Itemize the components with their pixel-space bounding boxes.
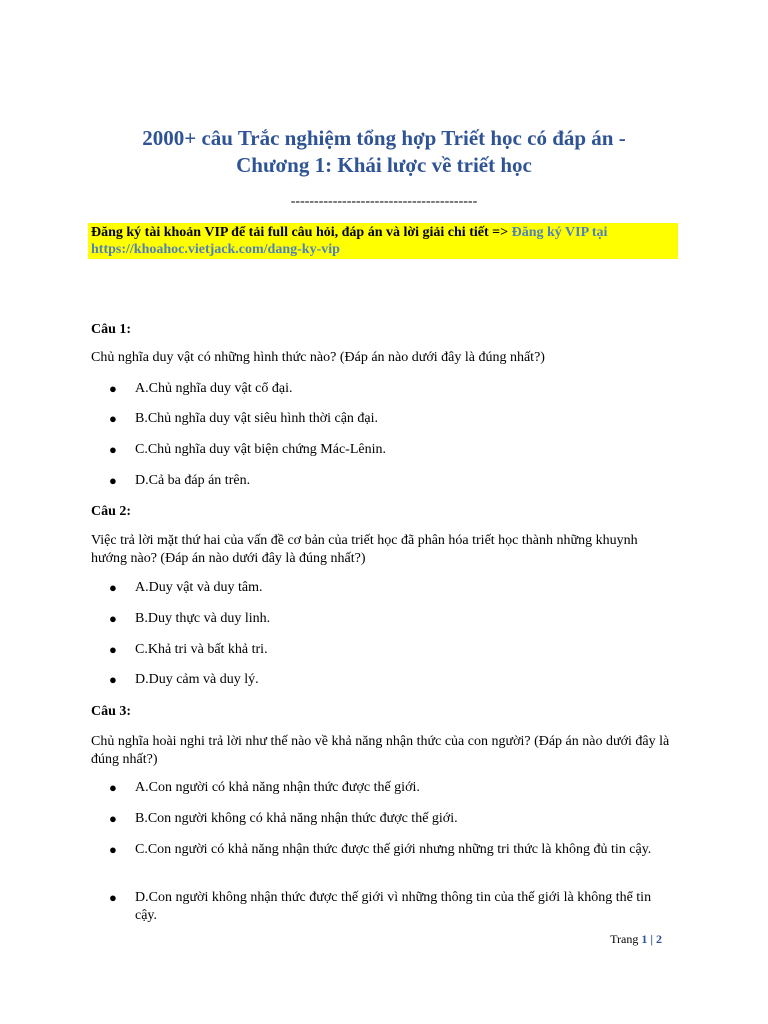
option-text: D.Con người không nhận thức được thế giới vì những thông tin của thế giới là không thể tin cậy.: [135, 890, 652, 923]
option-text: C.Chủ nghĩa duy vật biện chứng Mác-Lênin.: [135, 442, 386, 457]
footer-label: Trang: [610, 932, 639, 946]
vip-register-link[interactable]: Đăng ký VIP tại https://khoahoc.vietjack.com/dang-ky-vip: [91, 225, 608, 257]
bullet-icon: ●: [109, 890, 117, 905]
option-text: A.Duy vật và duy tâm.: [135, 580, 263, 595]
option-item: [109, 610, 674, 628]
option-text: C.Con người có khả năng nhận thức được thế giới nhưng những tri thức là không đủ tin cậy.: [135, 842, 652, 857]
question-text: Việc trả lời mặt thứ hai của vấn đề cơ bản của triết học đã phân hóa triết học thành những khuynh hướng nào? (Đáp án nào dưới đây là đúng nhất?): [91, 533, 638, 566]
option-text: B.Duy thực và duy linh.: [135, 611, 271, 626]
option-text: D.Cả ba đáp án trên.: [135, 473, 251, 488]
document-title: [90, 125, 678, 179]
bullet-icon: ●: [109, 473, 117, 488]
page-footer: [610, 932, 662, 946]
bullet-icon: ●: [109, 842, 117, 857]
question-text: Chủ nghĩa duy vật có những hình thức nào? (Đáp án nào dưới đây là đúng nhất?): [91, 350, 545, 365]
option-item: [109, 380, 674, 398]
bullet-icon: ●: [109, 642, 117, 657]
option-item: [109, 410, 674, 428]
footer-separator: |: [650, 932, 653, 946]
question-label: Câu 3:: [91, 704, 132, 719]
bullet-icon: ●: [109, 611, 117, 626]
vip-banner: [91, 224, 676, 258]
footer-total-pages: 2: [656, 932, 662, 946]
question-text: Chủ nghĩa hoài nghi trả lời như thế nào về khả năng nhận thức của con người? (Đáp án nào dưới đây là đúng nhất?): [91, 734, 670, 767]
bullet-icon: ●: [109, 811, 117, 826]
option-text: D.Duy cảm và duy lý.: [135, 672, 259, 687]
divider-line: ----------------------------------------: [290, 194, 478, 209]
option-item: [109, 841, 674, 859]
option-text: A.Chủ nghĩa duy vật cổ đại.: [135, 381, 293, 396]
vip-banner-text: Đăng ký tài khoản VIP để tải full câu hỏi, đáp án và lời giải chi tiết =>: [91, 225, 512, 240]
bullet-icon: ●: [109, 580, 117, 595]
option-text: B.Chủ nghĩa duy vật siêu hình thời cận đại.: [135, 411, 379, 426]
option-item: [109, 810, 674, 828]
title-line-1: 2000+ câu Trắc nghiệm tổng hợp Triết học có đáp án -: [142, 126, 626, 150]
option-item: [109, 641, 674, 659]
option-item: [109, 779, 674, 797]
footer-page-number: 1: [641, 932, 648, 946]
bullet-icon: ●: [109, 672, 117, 687]
option-item: [109, 889, 674, 925]
option-item: [109, 441, 674, 459]
option-text: B.Con người không có khả năng nhận thức được thế giới.: [135, 811, 458, 826]
question-label: Câu 1:: [91, 322, 132, 337]
option-text: C.Khả tri và bất khả tri.: [135, 642, 268, 657]
bullet-icon: ●: [109, 780, 117, 795]
option-item: [109, 472, 674, 490]
option-item: [109, 579, 674, 597]
option-text: A.Con người có khả năng nhận thức được thế giới.: [135, 780, 420, 795]
bullet-icon: ●: [109, 442, 117, 457]
question-label: Câu 2:: [91, 504, 132, 519]
bullet-icon: ●: [109, 381, 117, 396]
title-line-2: Chương 1: Khái lược về triết học: [236, 153, 532, 177]
option-item: [109, 671, 674, 689]
bullet-icon: ●: [109, 411, 117, 426]
